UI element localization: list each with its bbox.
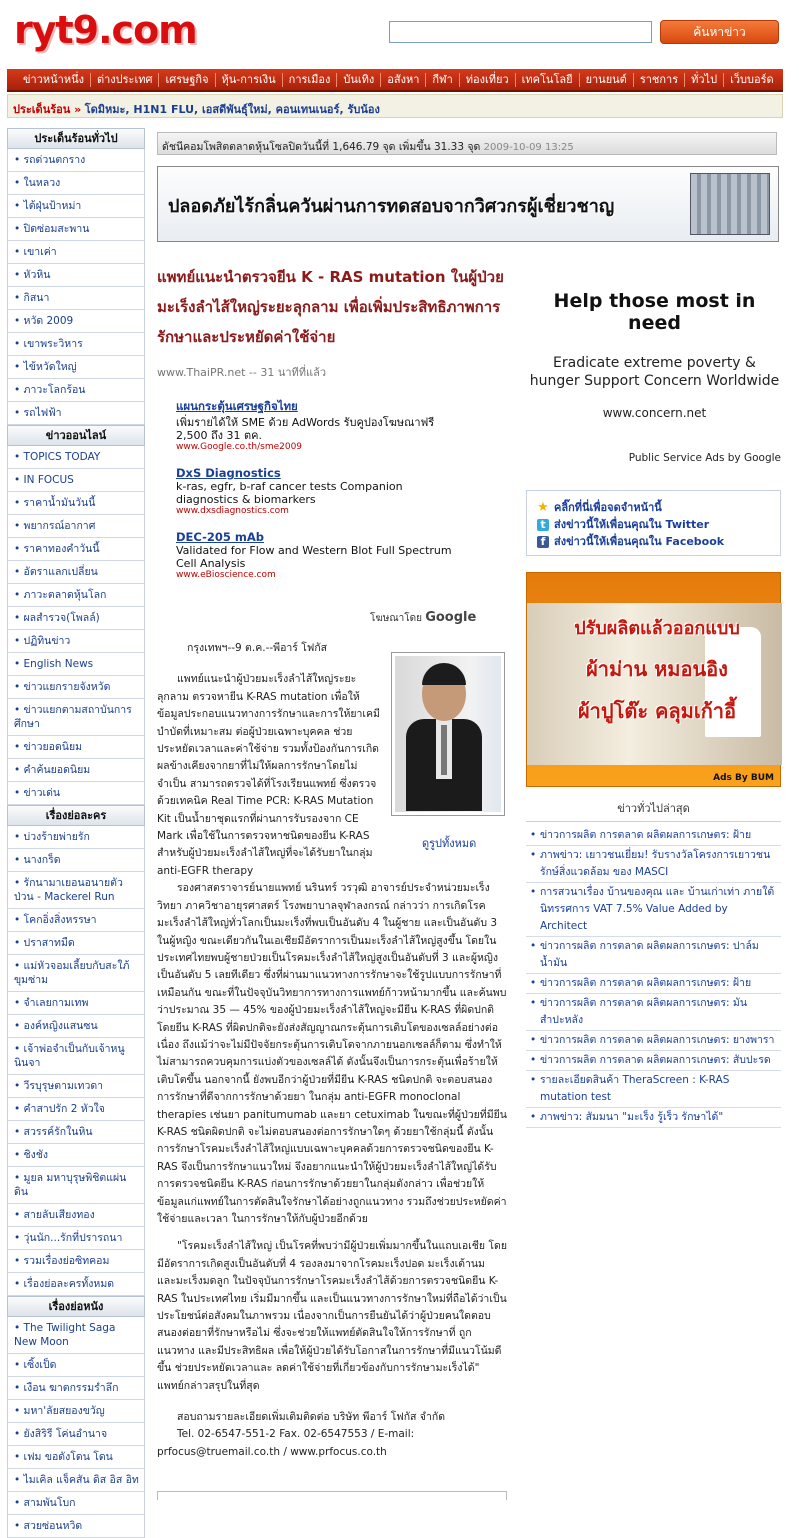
nav-item[interactable]: เทคโนโลยี [516, 73, 580, 87]
google-ad-url[interactable]: www.eBioscience.com [176, 570, 276, 580]
related-news-item[interactable]: • ข่าวการผลิต การตลาด ผลิตผลการเกษตร: ยางพารา [526, 1031, 781, 1051]
sidebar-item[interactable]: • หวัด 2009 [8, 310, 144, 333]
sidebar-item[interactable]: • TOPICS TODAY [8, 446, 144, 469]
google-ad-url[interactable]: www.Google.co.th/sme2009 [176, 442, 303, 452]
sidebar-item[interactable]: • IN FOCUS [8, 469, 144, 492]
article-dateline: กรุงเทพฯ--9 ต.ค.--พีอาร์ โฟกัส [187, 642, 328, 654]
sidebar-item[interactable]: • ปฏิทินข่าว [8, 630, 144, 653]
ticker-text[interactable]: ดัชนีคอมโพสิตตลาดหุ้นโซลปิดวันนี้ที่ 1,646.79 จุด เพิ่มขึ้น 31.33 จุด [162, 141, 481, 153]
sidebar-list [7, 1317, 145, 1538]
site-header [0, 0, 799, 68]
google-ad-title[interactable]: แผนกระตุ้นเศรษฐกิจไทย [176, 399, 298, 413]
psa-url: www.concern.net [602, 406, 707, 420]
nav-item[interactable]: บันเทิง [337, 73, 381, 87]
side-banner-ad[interactable] [526, 572, 781, 787]
sidebar-item[interactable]: • เขาพระวิหาร [8, 333, 144, 356]
sidebar-item[interactable]: • โคกอิ่งสิ่งหรรษา [8, 909, 144, 932]
sidebar-item[interactable]: • องค์หญิงแสนซน [8, 1015, 144, 1038]
nav-item[interactable]: ต่างประเทศ [91, 73, 159, 87]
sidebar-item[interactable]: • สวยซ่อนหวิด [8, 1515, 144, 1538]
sidebar-section-title: เรื่องย่อละคร [7, 805, 145, 826]
hot-topics-links[interactable]: โดมิหมะ, H1N1 FLU, เอสดีพันธุ์ใหม่, คอนเทนเนอร์, รับน้อง [84, 103, 380, 116]
sidebar-item[interactable]: • ยังสิริรี โค่นอำนาจ [8, 1423, 144, 1446]
search-button[interactable]: ค้นหาข่าว [660, 20, 779, 44]
sidebar-item[interactable]: • สามพันโบก [8, 1492, 144, 1515]
main-nav [7, 69, 783, 92]
sidebar-item[interactable]: • สายลับเสียงทอง [8, 1204, 144, 1227]
sidebar-item[interactable]: • พยากรณ์อากาศ [8, 515, 144, 538]
sidebar-item[interactable]: • ปราสาทมืด [8, 932, 144, 955]
sidebar-list [7, 446, 145, 805]
top-banner-ad[interactable] [157, 166, 779, 242]
related-news-item[interactable]: • ภาพข่าว: สัมมนา "มะเร็ง รู้เร็ว รักษาได้" [526, 1108, 781, 1128]
related-news-item[interactable]: • ภาพข่าว: เยาวชนเยี่ยม! รับรางวัลโครงการเยาวชนรักษ์สิ่งแวดล้อม ของ MASCI [526, 846, 781, 883]
nav-item[interactable]: เศรษฐกิจ [159, 73, 215, 87]
related-news-item[interactable]: • การสวนาเรื่อง บ้านของคุณ และ บ้านเก่าเท่า ภายใต้นิทรรศการ VAT 7.5% Value Added by Architect [526, 883, 781, 937]
google-ad [176, 466, 466, 516]
sidebar-item[interactable]: • กิสนา [8, 287, 144, 310]
left-sidebar [7, 128, 145, 1538]
banner-product-image [690, 173, 770, 235]
ad-line: ผ้าปูโต๊ะ คลุมเก้าอี้ [577, 699, 737, 723]
sidebar-item[interactable]: • มหา'ลัยสยองขวัญ [8, 1400, 144, 1423]
sidebar-item[interactable]: • ภาวะตลาดหุ้นโลก [8, 584, 144, 607]
google-ad [176, 398, 466, 452]
public-service-ad[interactable] [528, 270, 781, 470]
sidebar-item[interactable]: • คำสาปรัก 2 หัวใจ [8, 1098, 144, 1121]
photo-person-tie [441, 725, 447, 775]
sidebar-item[interactable]: • เรื่องย่อละครทั้งหมด [8, 1273, 144, 1296]
twitter-icon: t [537, 519, 549, 531]
nav-item[interactable]: ท่องเที่ยว [460, 73, 516, 87]
google-ad-url[interactable]: www.dxsdiagnostics.com [176, 506, 289, 516]
sidebar-item[interactable]: • ภาวะโลกร้อน [8, 379, 144, 402]
share-facebook-label: ส่งข่าวนี้ให้เพื่อนคุณใน Facebook [554, 535, 725, 548]
google-ad-title[interactable]: DxS Diagnostics [176, 466, 281, 480]
google-ad-description: k-ras, egfr, b-raf cancer tests Companion diagnostics & biomarkers [176, 480, 403, 506]
ticker-date: 2009-10-09 13:25 [483, 142, 574, 153]
sidebar-item[interactable]: • ข่าวแยกตามสถาบันการศึกษา [8, 699, 144, 736]
psa-text: Eradicate extreme poverty & hunger Support Concern Worldwide [529, 355, 780, 389]
article-headline: แพทย์แนะนำตรวจยีน K - RAS mutation ในผู้ป่วยมะเร็งลำไส้ใหญ่ระยะลุกลาม เพื่อเพิ่มประสิทธิภาพการรักษาและประหยัดค่าใช้จ่าย [157, 268, 504, 346]
sidebar-list [7, 149, 145, 425]
sidebar-item[interactable]: • รถด่วนตกราง [8, 149, 144, 172]
share-box [526, 490, 781, 556]
sidebar-section-title: ประเด็นร้อนทั่วไป [7, 128, 145, 149]
sidebar-item[interactable]: • รถไฟฟ้า [8, 402, 144, 425]
bookmark-link[interactable] [537, 499, 770, 516]
star-icon: ★ [537, 499, 549, 515]
article-source: www.ThaiPR.net -- 31 นาทีที่แล้ว [157, 366, 327, 379]
sidebar-item[interactable]: • วีรบุรุษตามเทวดา [8, 1075, 144, 1098]
article-paragraph: "โรคมะเร็งลำไส้ใหญ่ เป็นโรคที่พบว่ามีผู้ป่วยเพิ่มมากขึ้นในแถบเอเชีย โดยมีอัตราการเกิดสูงเป็นอันดับที่ 4 รองลงมาจากโรคมะเร็งปอด มะเร็งเต้านม และมะเร็งมดลูก ในปัจจุบันการรักษาโรคมะเร็งลำไส้ด้วยการตรวจชนิดยีน K-RAS ในประเทศไทย เริ่มมีมากขึ้น และเป็นแนวทางการรักษาใหม่ที่ถือได้ว่าเป็นประโยชน์ต่อสังคมในภาพรวม เนื่องจากเป็นการยืนยันได้ว่าผู้ป่วยคนใดตอบสนองต่อยาที่รักษาหรือไม่ ซึ่งจะช่วยให้แพทย์ตัดสินใจให้การรักษาที่ ถูกแนวทาง และมีประสิทธิผล เพื่อให้ผู้ป่วยได้รับโอกาสในการรักษาที่มีแนวโน้มดีขึ้น ช่วยประหยัดเวลาและ ลดค่าใช้จ่ายที่เกี่ยวข้องกับการรักษามะเร็งได้" แพทย์กล่าวสรุปในที่สุด [157, 1240, 507, 1392]
sidebar-item[interactable]: • แม่หัวจอมเลี้ยบกับสะใภ้ขุมซ่าม [8, 955, 144, 992]
sidebar-item[interactable]: • อัตราแลกเปลี่ยน [8, 561, 144, 584]
hot-topics-bar [7, 94, 783, 118]
bookmark-label: คลิ๊กที่นี่เพื่อจดจำหน้านี้ [554, 501, 662, 514]
sidebar-item[interactable]: • ชิงชัง [8, 1144, 144, 1167]
sidebar-item[interactable]: • ในหลวง [8, 172, 144, 195]
sidebar-item[interactable]: • เขาเค่า [8, 241, 144, 264]
nav-item[interactable]: อสังหา [381, 73, 426, 87]
bottom-box [157, 1491, 507, 1500]
share-twitter-label: ส่งข่าวนี้ให้เพื่อนคุณใน Twitter [554, 518, 710, 531]
sidebar-item[interactable]: • ผลสำรวจ(โพลล์) [8, 607, 144, 630]
related-news-title: ข่าวทั่วไปล่าสุด [526, 798, 781, 822]
sidebar-item[interactable]: • เงือน ฆาตกรรมรำลึก [8, 1377, 144, 1400]
share-facebook-link[interactable] [537, 533, 770, 550]
related-news-item[interactable]: • รายละเอียดสินค้า TheraScreen : K-RAS mutation test [526, 1071, 781, 1108]
sidebar-item[interactable]: • ข่าวเด่น [8, 782, 144, 805]
sidebar-item[interactable]: • ข่าวแยกรายจังหวัด [8, 676, 144, 699]
sidebar-item[interactable]: • มูยล มหาบุรุษพิชิตแผ่นดิน [8, 1167, 144, 1204]
ads-by-label: โฆษณาโดย [370, 613, 423, 624]
nav-item[interactable]: ทั่วไป [685, 73, 724, 87]
nav-item[interactable]: ราชการ [634, 73, 685, 87]
share-twitter-link[interactable] [537, 516, 770, 533]
google-text-ads [176, 398, 466, 594]
article-paragraph: แพทย์แนะนำผู้ป่วยมะเร็งลำไส้ใหญ่ระยะลุกลาม ตรวจหายีน K-RAS mutation เพื่อให้ข้อมูลประกอบแนวทางการรักษาและการให้ยาเคมีบำบัดที่เหมาะสม ต่อผู้ป่วยเฉพาะบุคคล ช่วยประหยัดเวลาและค่าใช้จ่าย รวมทั้งป้องกันการเกิดผลข้างเคียงจากยาที่ไม่ให้ผลการรักษาโดยไม่จำเป็น สามารถตรวจได้ที่โรงเรียนแพทย์ ซึ่งตรวจด้วยเทคนิค Real Time PCR: K-RAS Mutation Kit เป็นน้ำยาชุดแรกที่ผ่านการรับรองจาก CE Mark เพื่อใช้ในการตรวจหาชนิดของยีน K-RAS สำหรับผู้ป่วยมะเร็งลำไส้ใหญ่ที่จะได้รับยาในกลุ่ม anti-EGFR therapy [157, 673, 380, 877]
sidebar-section-title: เรื่องย่อหนัง [7, 1296, 145, 1317]
search-input[interactable] [389, 21, 652, 43]
sidebar-section-title: ข่าวออนไลน์ [7, 425, 145, 446]
sidebar-item[interactable]: • English News [8, 653, 144, 676]
contact-email[interactable]: prfocus@truemail.co.th / www.prfocus.co.th [157, 1445, 387, 1458]
sidebar-item[interactable]: • เฟม ขอดังโดน โดน [8, 1446, 144, 1469]
stock-ticker [157, 132, 777, 155]
sidebar-item[interactable]: • เจ้าพ่อจำเป็นกับเจ้าหนูนินจา [8, 1038, 144, 1075]
sidebar-item[interactable]: • หัวหิน [8, 264, 144, 287]
sidebar-list [7, 826, 145, 1296]
article-paragraph: รองศาสตราจารย์นายแพทย์ นรินทร์ วรวุฒิ อาจารย์ประจำหน่วยมะเร็งวิทยา ภาควิชาอายุรศาสตร์ โรงพยาบาลจุฬาลงกรณ์ กล่าวว่า การเกิดโรคมะเร็งลำไส้ใหญ่ทั่วโลกเป็นมะเร็งที่พบเป็นอันดับ 4 ในผู้ชาย และเป็นอันดับ 3 ในผู้หญิง ขณะเดียวกันในเอเชียมีอัตราการเป็นมะเร็งลำไส้ใหญ่สูงขึ้น โดยในประเทศไทยพบผู้ชายป่วยเป็นโรคมะเร็งลำไส้ใหญ่สูงเป็นอันดับที่ 3 และผู้หญิงเป็นอันดับ 5 เลยทีเดียว ซึ่งที่ผ่านมาแนวทางการรักษาจะใช้รูปแบบการรักษาที่เหมือนกัน ขณะที่ในปัจจุบันวิทยาการทางการแพทย์ก้าวหน้ามากขึ้น และค้นพบว่าประมาณ 35 — 45% ของผู้ป่วยมะเร็งลำไส้ใหญ่จะมียีน K-RAS ที่ผิดปกติ โดยยีน K-RAS ที่ผิดปกติจะยังส่งสัญญาณกระตุ้นการเติบโตของเซลล์อย่างต่อเนื่อง ถึงแม้ว่าจะไม่มีปัจจัยกระตุ้นการเติบโตจากภายนอกเซลล์ก็ตาม ซึ่งทำให้ไม่สามารถควบคุมการแบ่งตัวของเซลล์ได้ ดังนั้นจึงเป็นการกระตุ้นเพื่อร้ายให้เติบโตขึ้น นอกจากนี้ ยังพบอีกว่าผู้ป่วยที่มียีน K-RAS ชนิดปกติ จะตอบสนองการรักษาที่ดีจากการรักษาด้วยยา ในกลุ่ม anti-EGFR monoclonal therapies เช่นยา panitumumab และยา cetuximab ในขณะที่ผู้ป่วยที่มียีน K-RAS ชนิดผิดปกติ จะไม่ตอบสนองต่อการรักษาใดๆ ด้วยยาใช้กลุ่มนี้ ดังนั้น การรักษาโรคมะเร็งลำไส้ใหญ่แบบเฉพาะบุคคลด้วยการตรวจชนิดของยีน K-RAS จึงเป็นการรักษาแนวใหม่ จึงอยากแนะนำให้ผู้ป่วยมะเร็งลำไส้ใหญ่ได้รับการตรวจชนิดยีน K-RAS ก่อนการรักษาด้วยยาในกลุ่มดังกล่าว เพื่อช่วยให้ข้อมูลแก่แพทย์ในการตัดสินใจรักษาได้อย่างถูกแนวทาง รวมถึงช่วยประหยัดค่าใช้จ่ายและเวลา ในการรักษาให้กับผู้ป่วยอีกด้วย [157, 882, 507, 1225]
ad-headline: ปรับผลิตแล้วออกแบบ [574, 618, 740, 639]
related-news-item[interactable]: • ข่าวการผลิต การตลาด ผลิตผลการเกษตร: มันสำปะหลัง [526, 994, 781, 1031]
google-ad-description: เพิ่มรายได้ให้ SME ด้วย AdWords รับคูปองโฆษณาฟรี 2,500 ถึง 31 ตค. [176, 416, 435, 442]
psa-title: Help those most in need [553, 290, 756, 334]
google-logo: Google [425, 610, 477, 625]
related-news-item[interactable]: • ข่าวการผลิต การตลาด ผลิตผลการเกษตร: ฝ้าย [526, 974, 781, 994]
contact-line: สอบถามรายละเอียดเพิ่มเติมติดต่อ บริษัท พีอาร์ โฟกัส จำกัด [177, 1411, 446, 1424]
ad-line: ผ้าม่าน หมอนอิง [586, 657, 728, 681]
sidebar-item[interactable]: • นางกร็ด [8, 849, 144, 872]
ads-by-google[interactable] [370, 610, 476, 626]
ad-footer: Ads By BUM [713, 773, 774, 783]
nav-item[interactable]: การเมือง [283, 73, 338, 87]
google-ad-title[interactable]: DEC-205 mAb [176, 530, 265, 544]
sidebar-item[interactable]: • รักนามาเยอนอนายตัวป่วน - Mackerel Run [8, 872, 144, 909]
banner-text: ปลอดภัยไร้กลิ่นควันผ่านการทดสอบจากวิศวกรผู้เชี่ยวชาญ [168, 196, 615, 217]
nav-item[interactable]: ข่าวหน้าหนึ่ง [17, 73, 91, 87]
nav-item[interactable]: ยานยนต์ [580, 73, 634, 87]
nav-item[interactable]: กีฬา [426, 73, 459, 87]
article-photo[interactable] [391, 652, 505, 816]
nav-item[interactable]: หุ้น-การเงิน [216, 73, 283, 87]
related-news-item[interactable]: • ข่าวการผลิต การตลาด ผลิตผลการเกษตร: สับปะรด [526, 1051, 781, 1071]
related-news-list [526, 826, 781, 1128]
sidebar-item[interactable]: • ราคาน้ำมันวันนี้ [8, 492, 144, 515]
sidebar-item[interactable]: • คำค้นยอดนิยม [8, 759, 144, 782]
psa-credit[interactable]: Public Service Ads by Google [628, 452, 781, 464]
sidebar-item[interactable]: • สวรรค์รักในหิน [8, 1121, 144, 1144]
google-ad-description: Validated for Flow and Western Blot Full Spectrum Cell Analysis [176, 544, 452, 570]
contact-tel: Tel. 02-6547-551-2 Fax. 02-6547553 / E-mail: [177, 1428, 415, 1441]
view-all-photos-link[interactable]: ดูรูปทั้งหมด [422, 837, 477, 850]
sidebar-item[interactable]: • ไมเคิล แจ็คสัน ดิส อิส อิท [8, 1469, 144, 1492]
sidebar-item[interactable]: • The Twilight Saga New Moon [8, 1317, 144, 1354]
related-news-item[interactable]: • ข่าวการผลิต การตลาด ผลิตผลการเกษตร: ปาล์มน้ำมัน [526, 937, 781, 974]
site-logo[interactable]: ryt9.com [14, 8, 197, 52]
sidebar-item[interactable]: • วุ่นนัก...รักที่ปรารถนา [8, 1227, 144, 1250]
sidebar-item[interactable]: • ไข้หวัดใหญ่ [8, 356, 144, 379]
sidebar-item[interactable]: • รวมเรื่องย่อซิทคอม [8, 1250, 144, 1273]
facebook-icon: f [537, 536, 549, 548]
sidebar-item[interactable]: • ไต้ฝุ่นป้าหม่า [8, 195, 144, 218]
sidebar-item[interactable]: • ข่าวยอดนิยม [8, 736, 144, 759]
nav-item[interactable]: เว็บบอร์ด [730, 72, 774, 86]
hot-topics-title: ประเด็นร้อน » [13, 103, 82, 116]
sidebar-item[interactable]: • ปิดซ่อมสะพาน [8, 218, 144, 241]
related-news-item[interactable]: • ข่าวการผลิต การตลาด ผลิตผลการเกษตร: ฝ้าย [526, 826, 781, 846]
sidebar-item[interactable]: • จำเลยกามเทพ [8, 992, 144, 1015]
google-ad [176, 530, 466, 580]
sidebar-item[interactable]: • ราคาทองคำวันนี้ [8, 538, 144, 561]
sidebar-item[interactable]: • บ่วงร้ายพ่ายรัก [8, 826, 144, 849]
sidebar-item[interactable]: • เซิ้งเป็ด [8, 1354, 144, 1377]
